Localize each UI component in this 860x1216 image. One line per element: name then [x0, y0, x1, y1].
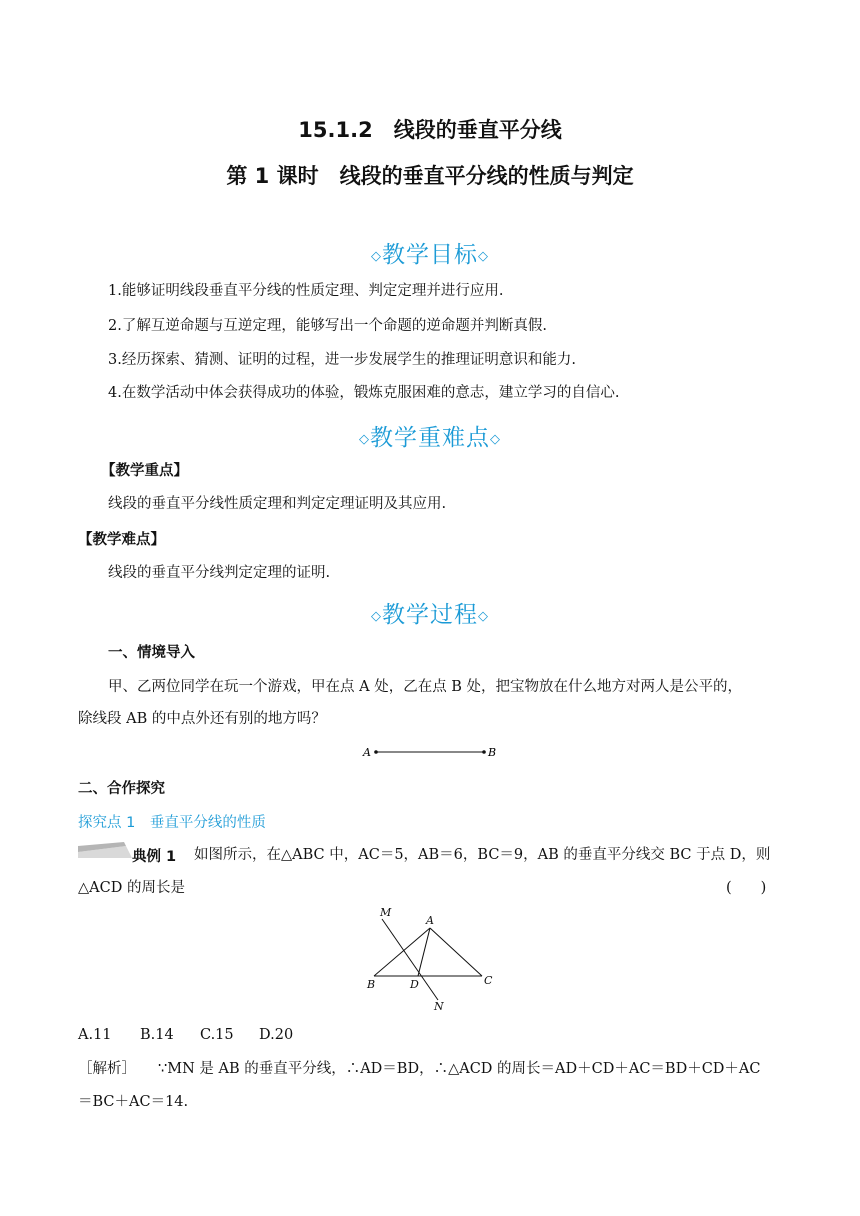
analysis-label: ［解析］: [78, 1061, 136, 1077]
intro-text-line: 除线段 AB 的中点外还有别的地方吗？: [78, 711, 326, 727]
part-heading: 一、情境导入: [108, 645, 195, 661]
diamond-icon: ◇: [490, 432, 501, 447]
point-label: M: [380, 906, 392, 919]
segment-ab-figure: [360, 740, 500, 764]
section-heading-goals: ◇教学目标◇: [371, 242, 489, 268]
goal-item: 2.了解互逆命题与互逆定理，能够写出一个命题的逆命题并判断真假.: [108, 318, 547, 334]
triangle-figure: [362, 904, 502, 1014]
goal-item: 4.在数学活动中体会获得成功的体验，锻炼克服困难的意志，建立学习的自信心.: [108, 385, 620, 401]
analysis-text-line: ∵MN 是 AB 的垂直平分线，∴AD＝BD，∴△ACD 的周长＝AD＋CD＋AC＝BD＋CD＋AC: [158, 1061, 761, 1077]
diamond-icon: ◇: [478, 249, 489, 264]
point-label: D: [410, 978, 419, 991]
part-heading: 二、合作探究: [78, 781, 165, 797]
point-label: N: [434, 1000, 444, 1013]
diamond-icon: ◇: [478, 609, 489, 624]
section-heading-keypoints: ◇教学重难点◇: [359, 425, 501, 451]
key-label: 【教学重点】: [101, 463, 188, 479]
point-label: B: [367, 978, 376, 991]
point-label: B: [488, 746, 497, 759]
option-a: A.11: [78, 1027, 112, 1043]
segment-ad: [418, 928, 430, 976]
point-a: [374, 750, 378, 754]
example-text-line: 如图所示，在△ABC 中，AC＝5，AB＝6，BC＝9，AB 的垂直平分线交 BC 于点 D，则: [194, 847, 771, 863]
difficulty-label: 【教学难点】: [78, 532, 165, 548]
example-badge-graphic: [78, 842, 134, 858]
point-label: C: [484, 974, 493, 987]
point-b: [482, 750, 486, 754]
option-b: B.14: [140, 1027, 174, 1043]
point-label: A: [426, 914, 434, 927]
option-c: C.15: [200, 1027, 234, 1043]
section-heading-process: ◇教学过程◇: [371, 602, 489, 628]
example-text-line: △ACD 的周长是: [78, 880, 185, 896]
option-d: D.20: [259, 1027, 294, 1043]
segment-ac: [430, 928, 482, 976]
diamond-icon: ◇: [359, 432, 370, 447]
intro-text-line: 甲、乙两位同学在玩一个游戏，甲在点 A 处，乙在点 B 处，把宝物放在什么地方对两人是公平的，: [108, 679, 743, 695]
key-text: 线段的垂直平分线性质定理和判定定理证明及其应用.: [108, 496, 447, 512]
page-subtitle: 第 1 课时 线段的垂直平分线的性质与判定: [226, 164, 634, 188]
goal-item: 1.能够证明线段垂直平分线的性质定理、判定定理并进行应用.: [108, 283, 504, 299]
segment-ab: [374, 928, 430, 976]
point-label: A: [363, 746, 371, 759]
page-title: 15.1.2 线段的垂直平分线: [298, 118, 562, 142]
answer-parentheses: ( ): [726, 880, 767, 896]
example-label: 典例 1: [132, 849, 177, 865]
goal-item: 3.经历探索、猜测、证明的过程，进一步发展学生的推理证明意识和能力.: [108, 352, 576, 368]
difficulty-text: 线段的垂直平分线判定定理的证明.: [108, 565, 331, 581]
analysis-text-line: ＝BC＋AC＝14.: [78, 1094, 189, 1110]
diamond-icon: ◇: [371, 249, 382, 264]
explore-heading: 探究点 1 垂直平分线的性质: [78, 815, 266, 831]
diamond-icon: ◇: [371, 609, 382, 624]
